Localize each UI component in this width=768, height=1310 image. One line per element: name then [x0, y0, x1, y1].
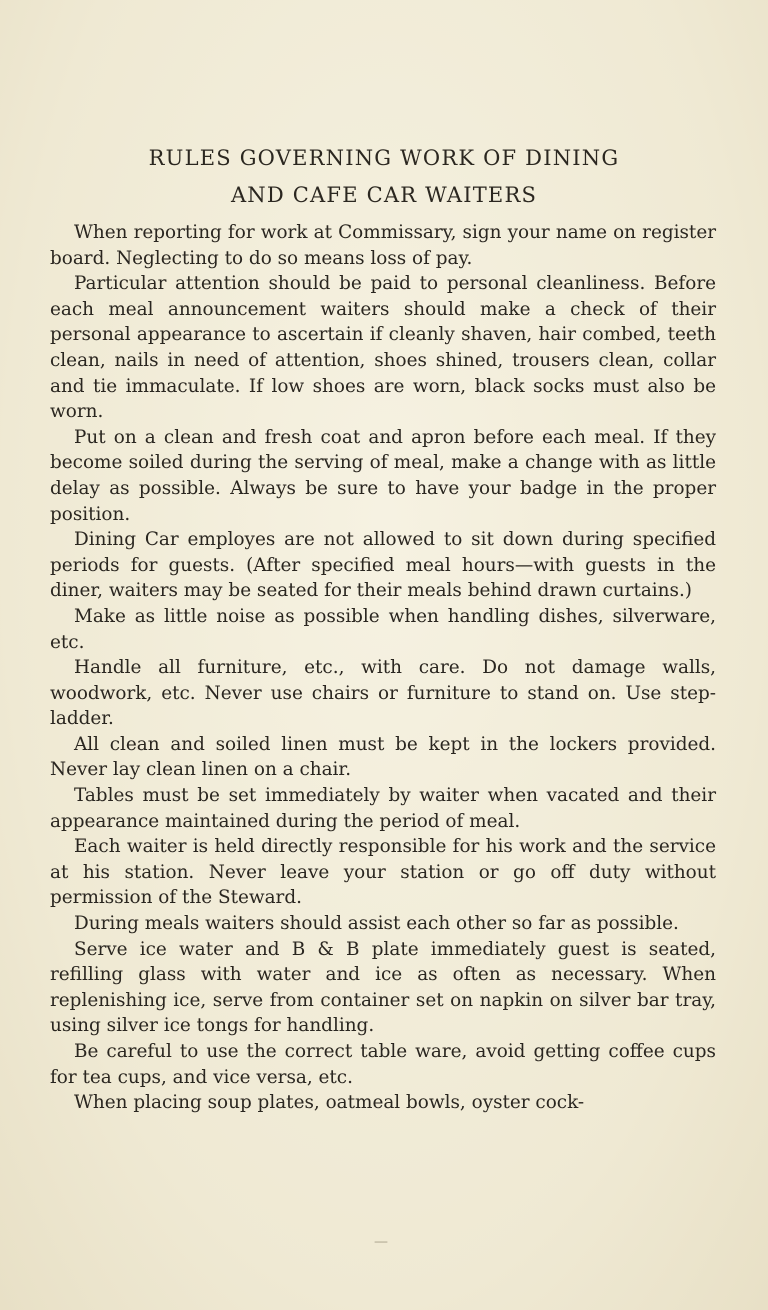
rule-paragraph: Tables must be set immediately by waiter when vacated and their appearance maintained during the period of meal.	[50, 785, 716, 832]
rule-paragraph: All clean and soiled linen must be kept in the lockers provided. Never lay clean linen on a chair.	[50, 733, 716, 781]
rule-paragraph: Particular attention should be paid to personal cleanliness. Before each meal announcement waiters should make a check of their personal appearance to ascertain if cleanly shaven, hair combed, teeth clean, nails in need of attention, shoes shined, trousers clean, collar and tie immaculate. If low shoes are worn, black socks must also be worn.	[50, 273, 716, 423]
rule-paragraph: Each waiter is held directly responsible for his work and the service at his station. Never leave your station or go off duty without permission of the Steward.	[50, 836, 716, 909]
rule-paragraph: When reporting for work at Commissary, sign your name on register board. Neglecting to do so means loss of pay.	[50, 222, 716, 269]
page-title	[0, 140, 768, 214]
rule-paragraph: Serve ice water and B & B plate immediately guest is seated, refilling glass with water and ice as often as necessary. When replenishing ice, serve from container set on napkin on silver bar tray, using silver ice tongs for handling.	[50, 938, 716, 1037]
title-line-2: AND CAFE CAR WAITERS	[230, 183, 538, 207]
rules-body	[50, 220, 716, 1116]
rule-paragraph: Make as little noise as possible when handling dishes, silverware, etc.	[50, 605, 716, 653]
rule-paragraph: During meals waiters should assist each other so far as possible.	[74, 913, 679, 935]
rule-paragraph: When placing soup plates, oatmeal bowls, oyster cock-	[74, 1092, 585, 1114]
rule-paragraph: Put on a clean and fresh coat and apron before each meal. If they become soiled during the serving of meal, make a change with as little delay as possible. Always be sure to have your badge in the proper position.	[50, 426, 716, 525]
rule-paragraph: Handle all furniture, etc., with care. Do not damage walls, woodwork, etc. Never use chairs or furniture to stand on. Use step-ladder.	[50, 657, 716, 730]
title-line-1: RULES GOVERNING WORK OF DINING	[148, 146, 620, 170]
rule-paragraph: Dining Car employes are not allowed to sit down during specified periods for guests. (After specified meal hours—with guests in the diner, waiters may be seated for their meals behind drawn curtains.)	[50, 529, 716, 602]
page-number-mark: —	[374, 1234, 394, 1250]
rule-paragraph: Be careful to use the correct table ware, avoid getting coffee cups for tea cups, and vice versa, etc.	[50, 1041, 716, 1088]
